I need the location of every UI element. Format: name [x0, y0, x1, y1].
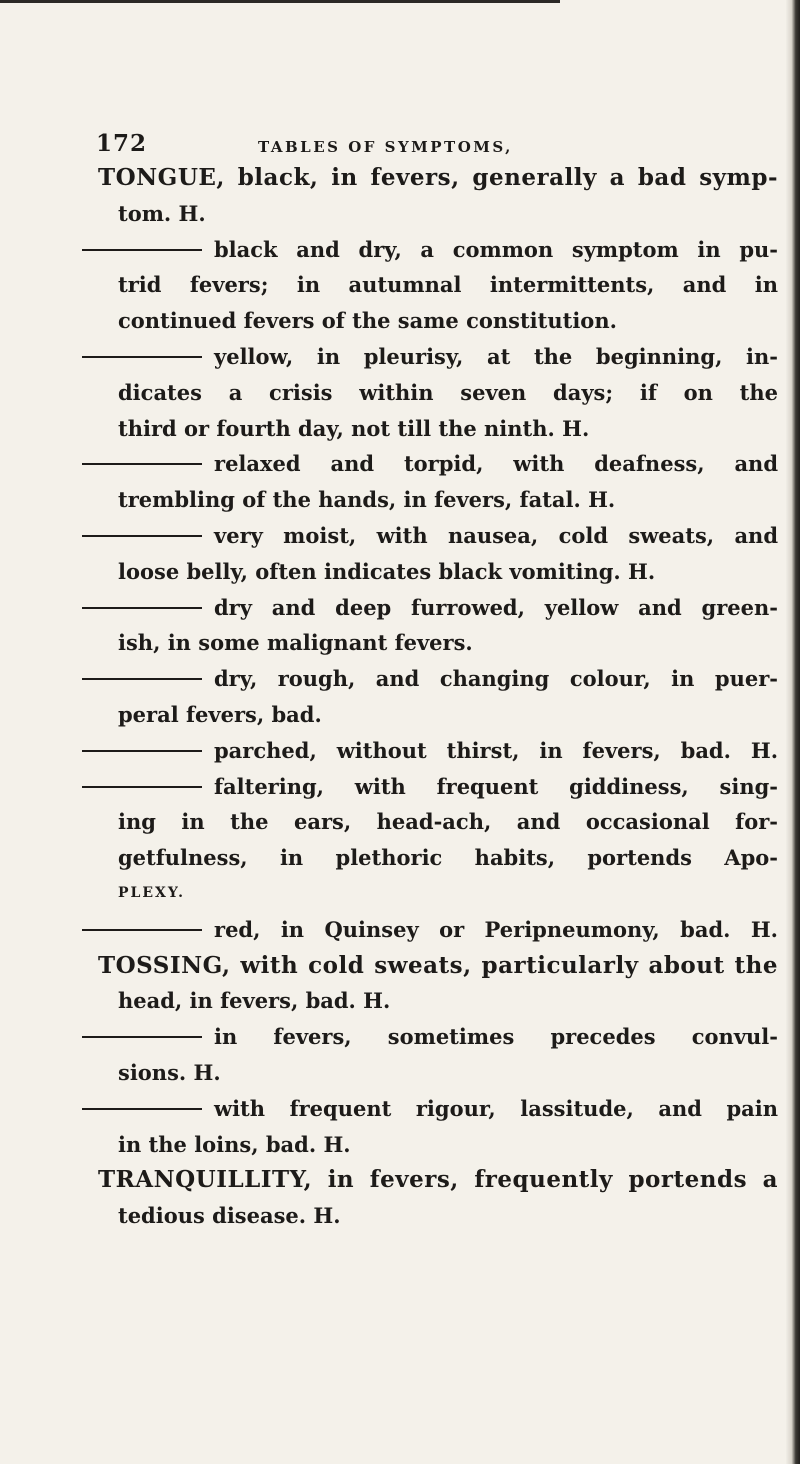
entry-text: dry and deep furrowed, yellow and green-: [214, 594, 778, 620]
entry-line: peral fevers, bad.: [118, 701, 322, 727]
entry-text: faltering, with frequent giddiness, sing-: [214, 773, 778, 799]
entry-text: with frequent rigour, lassitude, and pain: [214, 1095, 778, 1121]
entry-line: [82, 590, 778, 626]
entry-line: loose belly, often indicates black vomiting. H.: [118, 558, 656, 584]
running-head: TABLES OF SYMPTOMS,: [258, 138, 513, 156]
entry-line: TRANQUILLITY, in fevers, frequently portends a: [98, 1166, 778, 1194]
entry-text: parched, without thirst, in fevers, bad. H.: [214, 737, 778, 763]
page-edge-shadow: [786, 0, 800, 1464]
entry-line: trid fevers; in autumnal intermittents, and in: [118, 272, 778, 298]
ditto-dash: [82, 1108, 202, 1110]
entry-text: red, in Quinsey or Peripneumony, bad. H.: [214, 916, 778, 942]
top-rule: [0, 0, 560, 3]
page-body: [98, 160, 778, 1234]
entry-line: [82, 733, 778, 769]
ditto-dash: [82, 356, 202, 358]
entry-text: black and dry, a common symptom in pu-: [214, 236, 778, 262]
entry-line: continued fevers of the same constitution.: [118, 308, 617, 334]
entry-line: tom. H.: [118, 200, 206, 226]
entry-line: [82, 339, 778, 375]
entry-line: in the loins, bad. H.: [118, 1131, 351, 1157]
entry-line: TONGUE, black, in fevers, generally a bad symp-: [98, 164, 778, 191]
entry-text: relaxed and torpid, with deafness, and: [214, 451, 778, 477]
entry-line: [82, 769, 778, 805]
ditto-dash: [82, 535, 202, 537]
entry-line: [82, 232, 778, 268]
entry-line: ing in the ears, head-ach, and occasional for-: [118, 809, 778, 835]
entry-line: [82, 518, 778, 554]
entry-text: dry, rough, and changing colour, in puer-: [214, 666, 778, 692]
entry-text: in fevers, sometimes precedes convul-: [214, 1024, 778, 1050]
entry-line: getfulness, in plethoric habits, portends Apo-: [118, 845, 778, 871]
page-header: [0, 130, 800, 160]
ditto-dash: [82, 463, 202, 465]
entry-line: [82, 446, 778, 482]
entry-line: [82, 912, 778, 948]
entry-line: [82, 661, 778, 697]
entry-line: third or fourth day, not till the ninth. H.: [118, 415, 590, 441]
entry-line: sions. H.: [118, 1059, 221, 1085]
entry-line: dicates a crisis within seven days; if on the: [118, 379, 778, 405]
entry-text: very moist, with nausea, cold sweats, and: [214, 522, 778, 548]
entry-line: [82, 1019, 778, 1055]
ditto-dash: [82, 786, 202, 788]
entry-line: [82, 1091, 778, 1127]
entry-text: yellow, in pleurisy, at the beginning, in-: [214, 343, 778, 369]
entry-line: ish, in some malignant fevers.: [118, 630, 473, 656]
ditto-dash: [82, 678, 202, 680]
ditto-dash: [82, 929, 202, 931]
entry-line: tedious disease. H.: [118, 1203, 341, 1229]
ditto-dash: [82, 249, 202, 251]
entry-line: trembling of the hands, in fevers, fatal. H.: [118, 487, 616, 513]
ditto-dash: [82, 607, 202, 609]
page-number: 172: [96, 130, 148, 157]
ditto-dash: [82, 750, 202, 752]
entry-line: PLEXY.: [118, 884, 185, 901]
ditto-dash: [82, 1036, 202, 1038]
entry-line: head, in fevers, bad. H.: [118, 988, 391, 1014]
entry-line: TOSSING, with cold sweats, particularly about the: [98, 951, 778, 979]
